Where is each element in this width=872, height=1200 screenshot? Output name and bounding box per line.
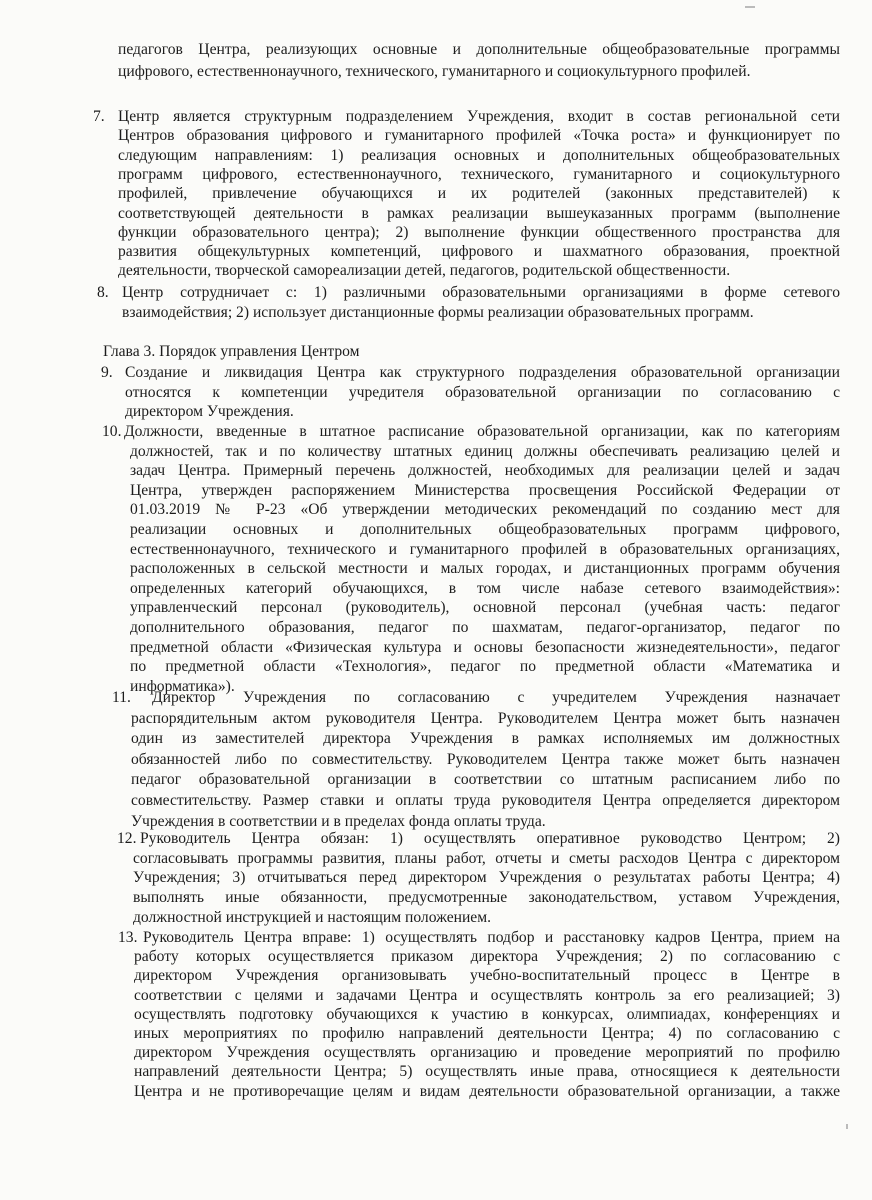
- text-line: [0, 909, 872, 927]
- line-text: определенных категорий обучающихся, в том числе набазе сетевого взаимодействия»:: [130, 580, 840, 597]
- text-line: [0, 730, 872, 748]
- line-text: функции образовательного центра); 2) выполнение функции общественного пространства для: [118, 224, 840, 241]
- line-text: Центра, утвержден распоряжением Министерства просвещения Российской Федерации от: [130, 482, 840, 499]
- text-line: [0, 501, 872, 519]
- text-line: [0, 443, 872, 461]
- line-text: выполнять иные обязанности, предусмотренные законодательством, уставом Учреждения,: [133, 889, 840, 906]
- text-line: [0, 869, 872, 887]
- text-line: [0, 1044, 872, 1062]
- line-text: директором Учреждения осуществлять организацию и проведение мероприятий по профилю: [134, 1044, 840, 1061]
- line-text: расположенных в сельской местности и малых городах, и дистанционных программ обучения: [130, 560, 840, 577]
- line-text: Центр сотрудничает с: 1) различными образовательными организациями в форме сетевого: [122, 284, 840, 301]
- text-line: [0, 541, 872, 559]
- line-text: педагог образовательной организации в соответствии со штатным расписанием либо по: [131, 771, 840, 788]
- line-text: обязанностей либо по совместительству. Руководителем Центра также может быть назначен: [131, 751, 840, 768]
- text-line: [0, 850, 872, 868]
- line-text: программ цифрового, естественнонаучного, технического, гуманитарного и социокультурного: [118, 166, 840, 183]
- paragraph-number: 11.: [112, 689, 131, 706]
- text-line: [0, 403, 872, 421]
- line-text: задач Центра. Примерный перечень должностей, необходимых для реализации целей и задач: [130, 462, 840, 479]
- text-line: [0, 813, 872, 831]
- line-text: предметной области «Физическая культура и основы безопасности жизнедеятельности», педагог: [130, 639, 840, 656]
- text-line: [0, 929, 872, 947]
- line-text: должностной инструкцией и настоящим положением.: [133, 909, 491, 926]
- line-text: по предметной области «Технология», педагог по предметной области «Математика и: [130, 658, 840, 675]
- line-text: Руководитель Центра обязан: 1) осуществлять оперативное руководство Центром; 2): [140, 830, 840, 847]
- line-text: Должности, введенные в штатное расписание образовательной организации, как по категориям: [124, 423, 840, 440]
- text-line: [0, 771, 872, 789]
- paragraph-number: 8.: [97, 284, 109, 301]
- line-text: профилей, привлечение обучающихся и их родителей (законных представителей) к: [118, 185, 840, 202]
- line-text: относятся к компетенции учредителя образовательной организации по согласованию с: [125, 384, 840, 401]
- text-line: [0, 889, 872, 907]
- text-line: [0, 127, 872, 145]
- line-text: директором Учреждения организовывать учебно-воспитательный процесс в Центре в: [134, 967, 840, 984]
- line-text: развития общекультурных компетенций, цифрового и шахматного образования, проектной: [118, 243, 840, 260]
- text-line: [0, 599, 872, 617]
- paragraph-number: 7.: [93, 108, 105, 125]
- line-text: управленческий персонал (руководитель), основной персонал (учебная часть: педагог: [130, 599, 840, 616]
- paragraph-number: 12.: [117, 830, 137, 847]
- text-line: [0, 948, 872, 966]
- line-text: работу которых осуществляется приказом директора Учреждения; 2) по согласованию с: [134, 948, 840, 965]
- line-text: осуществлять подготовку обучающихся к участию в конкурсах, олимпиадах, конференциях и: [134, 1006, 840, 1023]
- text-line: [0, 462, 872, 480]
- text-line: [0, 224, 872, 242]
- text-line: [0, 658, 872, 676]
- text-line: [0, 751, 872, 769]
- scan-mark: [846, 1124, 848, 1129]
- line-text: согласовывать программы развития, планы работ, отчеты и сметы расходов Центра с директором: [133, 850, 840, 867]
- line-text: один из заместителей директора Учреждения в рамках исполняемых им должностных: [131, 730, 840, 747]
- text-line: [0, 166, 872, 184]
- text-line: [0, 1025, 872, 1043]
- chapter-heading: Глава 3. Порядок управления Центром: [103, 343, 360, 360]
- line-text: деятельности, творческой самореализации детей, педагогов, родительской общественности.: [118, 262, 731, 279]
- line-text: педагогов Центра, реализующих основные и дополнительные общеобразовательные программы: [118, 41, 840, 58]
- paragraph-number: 9.: [101, 364, 113, 381]
- text-line: [0, 560, 872, 578]
- line-text: совместительству. Размер ставки и оплаты труда руководителя Центра определяется директором: [131, 792, 840, 809]
- text-line: [0, 967, 872, 985]
- line-text: Центр является структурным подразделением Учреждения, входит в состав региональной сети: [118, 108, 840, 125]
- text-line: [0, 185, 872, 203]
- text-line: [0, 792, 872, 810]
- text-line: [0, 689, 872, 707]
- scan-mark: [745, 6, 755, 8]
- text-line: [0, 482, 872, 500]
- text-line: [0, 710, 872, 728]
- text-line: [0, 639, 872, 657]
- line-text: Центров образования цифрового и гуманитарного профилей «Точка роста» и функционирует по: [118, 127, 840, 144]
- text-line: [0, 284, 872, 302]
- line-text: естественнонаучного, технического и гуманитарного профилей в образовательных организациях,: [130, 541, 840, 558]
- text-line: [0, 304, 872, 322]
- line-text: соответствии с целями и задачами Центра и осуществлять контроль за его реализацией; 3): [134, 987, 840, 1004]
- line-text: взаимодействия; 2) использует дистанционные формы реализации образовательных программ.: [122, 304, 754, 321]
- line-text: реализации основных и дополнительных общеобразовательных программ цифрового,: [130, 521, 840, 538]
- text-line: [0, 108, 872, 126]
- line-text: следующим направлениям: 1) реализация основных и дополнительных общеобразовательных: [118, 147, 840, 164]
- text-line: [0, 1083, 872, 1101]
- line-text: директором Учреждения.: [125, 403, 294, 420]
- line-text: дополнительного образования, педагог по шахматам, педагог-организатор, педагог по: [130, 619, 840, 636]
- text-line: [0, 619, 872, 637]
- text-line: [0, 423, 872, 441]
- text-line: [0, 41, 872, 59]
- line-text: должностей, так и по количеству штатных единиц должны обеспечивать реализацию целей и: [130, 443, 840, 460]
- text-line: [0, 63, 872, 81]
- text-line: [0, 1063, 872, 1081]
- text-line: [0, 830, 872, 848]
- text-line: [0, 1006, 872, 1024]
- paragraph-number: 13.: [118, 929, 138, 946]
- text-line: [0, 521, 872, 539]
- line-text: Руководитель Центра вправе: 1) осуществлять подбор и расстановку кадров Центра, прием на: [143, 929, 840, 946]
- text-line: [0, 262, 872, 280]
- text-line: [0, 580, 872, 598]
- line-text: Центра и не противоречащие целям и видам деятельности образовательной организации, а также: [134, 1083, 840, 1100]
- text-line: [0, 384, 872, 402]
- line-text: Учреждения в соответствии и в пределах фонда оплаты труда.: [131, 813, 546, 830]
- line-text: соответствующей деятельности в рамках реализации вышеуказанных программ (выполнение: [118, 205, 840, 222]
- line-text: распорядительным актом руководителя Центра. Руководителем Центра может быть назначен: [131, 710, 840, 727]
- text-line: [0, 987, 872, 1005]
- line-text: Создание и ликвидация Центра как структурного подразделения образовательной организации: [125, 364, 840, 381]
- line-text: направлений деятельности Центра; 5) осуществлять иные права, относящиеся к деятельности: [134, 1063, 840, 1080]
- line-text: Директор Учреждения по согласованию с учредителем Учреждения назначает: [152, 689, 840, 706]
- line-text: Учреждения; 3) отчитываться перед директором Учреждения о результатах работы Центра; 4): [133, 869, 840, 886]
- line-text: иных мероприятиях по профилю направлений деятельности Центра; 4) по согласованию с: [134, 1025, 840, 1042]
- line-text: 01.03.2019 № Р-23 «Об утверждении методических рекомендаций по созданию мест для: [130, 501, 840, 518]
- line-text: цифрового, естественнонаучного, технического, гуманитарного и социокультурного профилей.: [118, 63, 751, 80]
- text-line: [0, 147, 872, 165]
- text-line: [0, 243, 872, 261]
- text-line: [0, 205, 872, 223]
- text-line: [0, 364, 872, 382]
- line-text: информатика»).: [130, 678, 235, 695]
- paragraph-number: 10.: [102, 423, 122, 440]
